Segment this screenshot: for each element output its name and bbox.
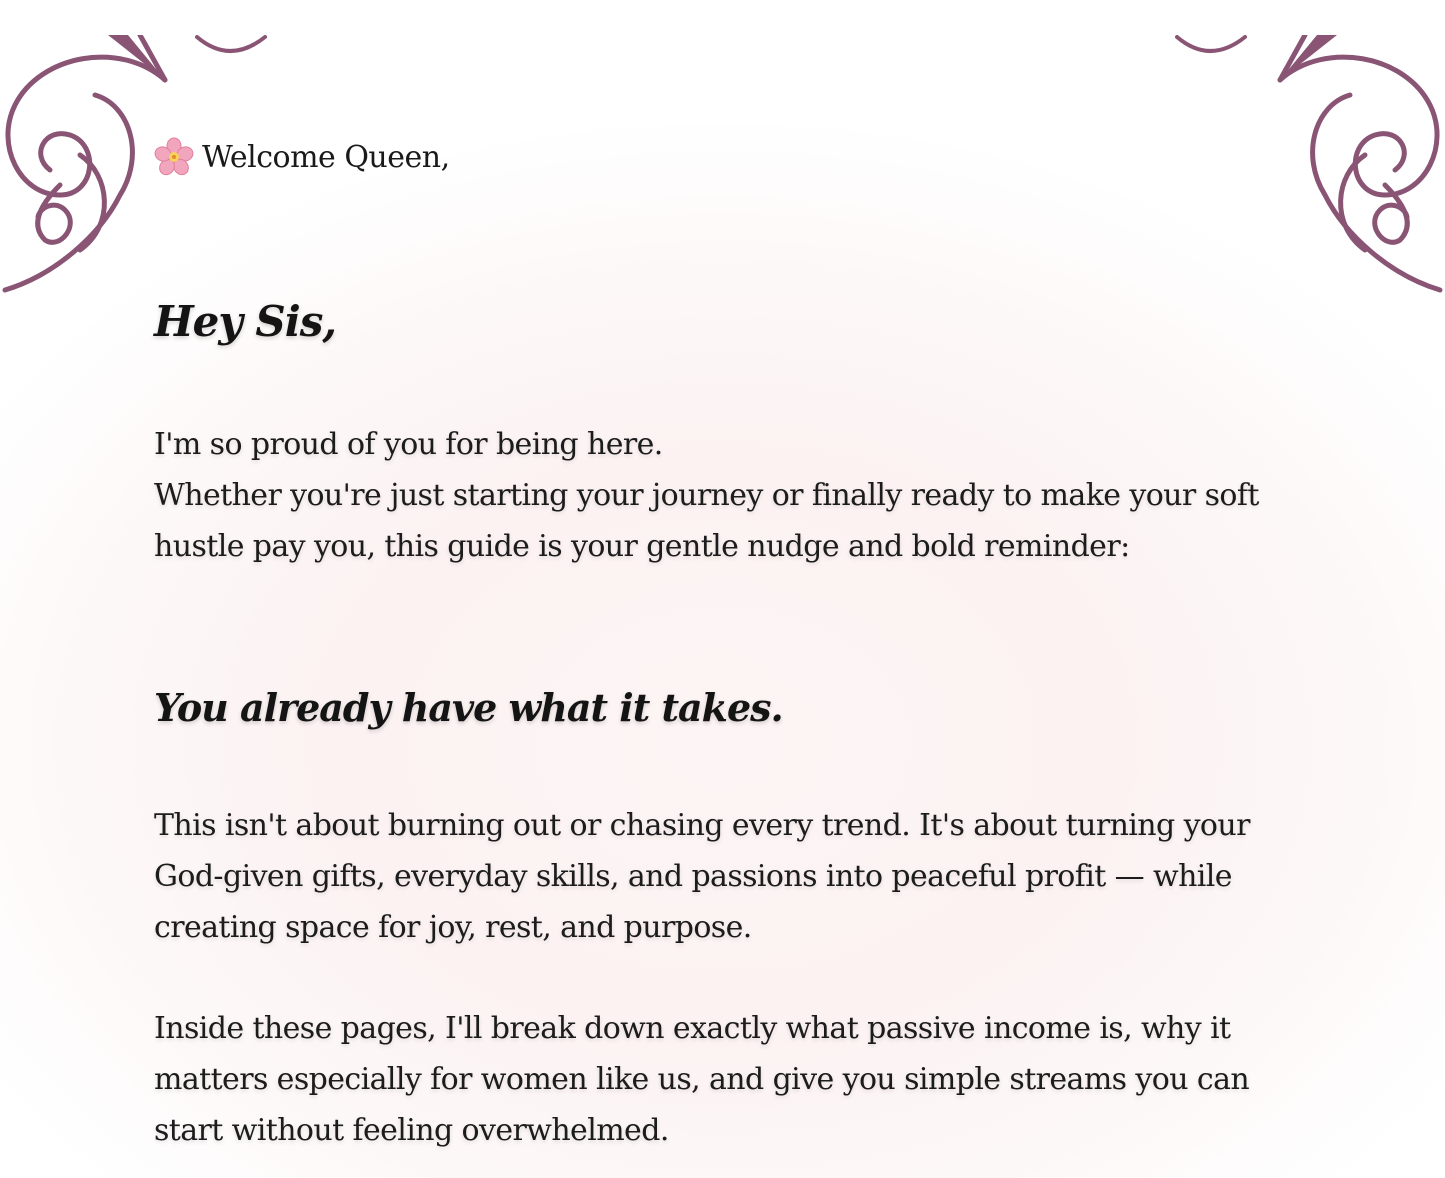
- paragraph-inside-text: Inside these pages, I'll break down exactly what passive income is, why it matters especially for women like us, and give you simple streams you can start without feeling overwhelmed.: [154, 1011, 1250, 1148]
- letter-page: [0, 35, 1445, 1178]
- cherry-blossom-icon: [154, 137, 194, 177]
- top-swirl-left: [195, 35, 270, 57]
- intro-line-1: I'm so proud of you for being here.: [154, 427, 663, 462]
- welcome-text: Welcome Queen,: [202, 139, 450, 175]
- paragraph-inside: [154, 1003, 1284, 1156]
- corner-flourish-right: [1265, 35, 1445, 295]
- welcome-header: [154, 137, 450, 177]
- intro-paragraph: [154, 419, 1284, 572]
- corner-flourish-left: [0, 35, 180, 295]
- intro-line-2: Whether you're just starting your journey or finally ready to make your soft hustle pay you, this guide is your gentle nudge and bold reminder:: [154, 478, 1259, 564]
- tagline: You already have what it takes.: [154, 685, 783, 730]
- paragraph-purpose-text: This isn't about burning out or chasing every trend. It's about turning your God-given gifts, everyday skills, and passions into peaceful profit — while creating space for joy, rest, and purpose.: [154, 808, 1250, 945]
- top-swirl-right: [1175, 35, 1250, 57]
- letter-greeting: Hey Sis,: [154, 297, 336, 346]
- paragraph-purpose: [154, 800, 1284, 953]
